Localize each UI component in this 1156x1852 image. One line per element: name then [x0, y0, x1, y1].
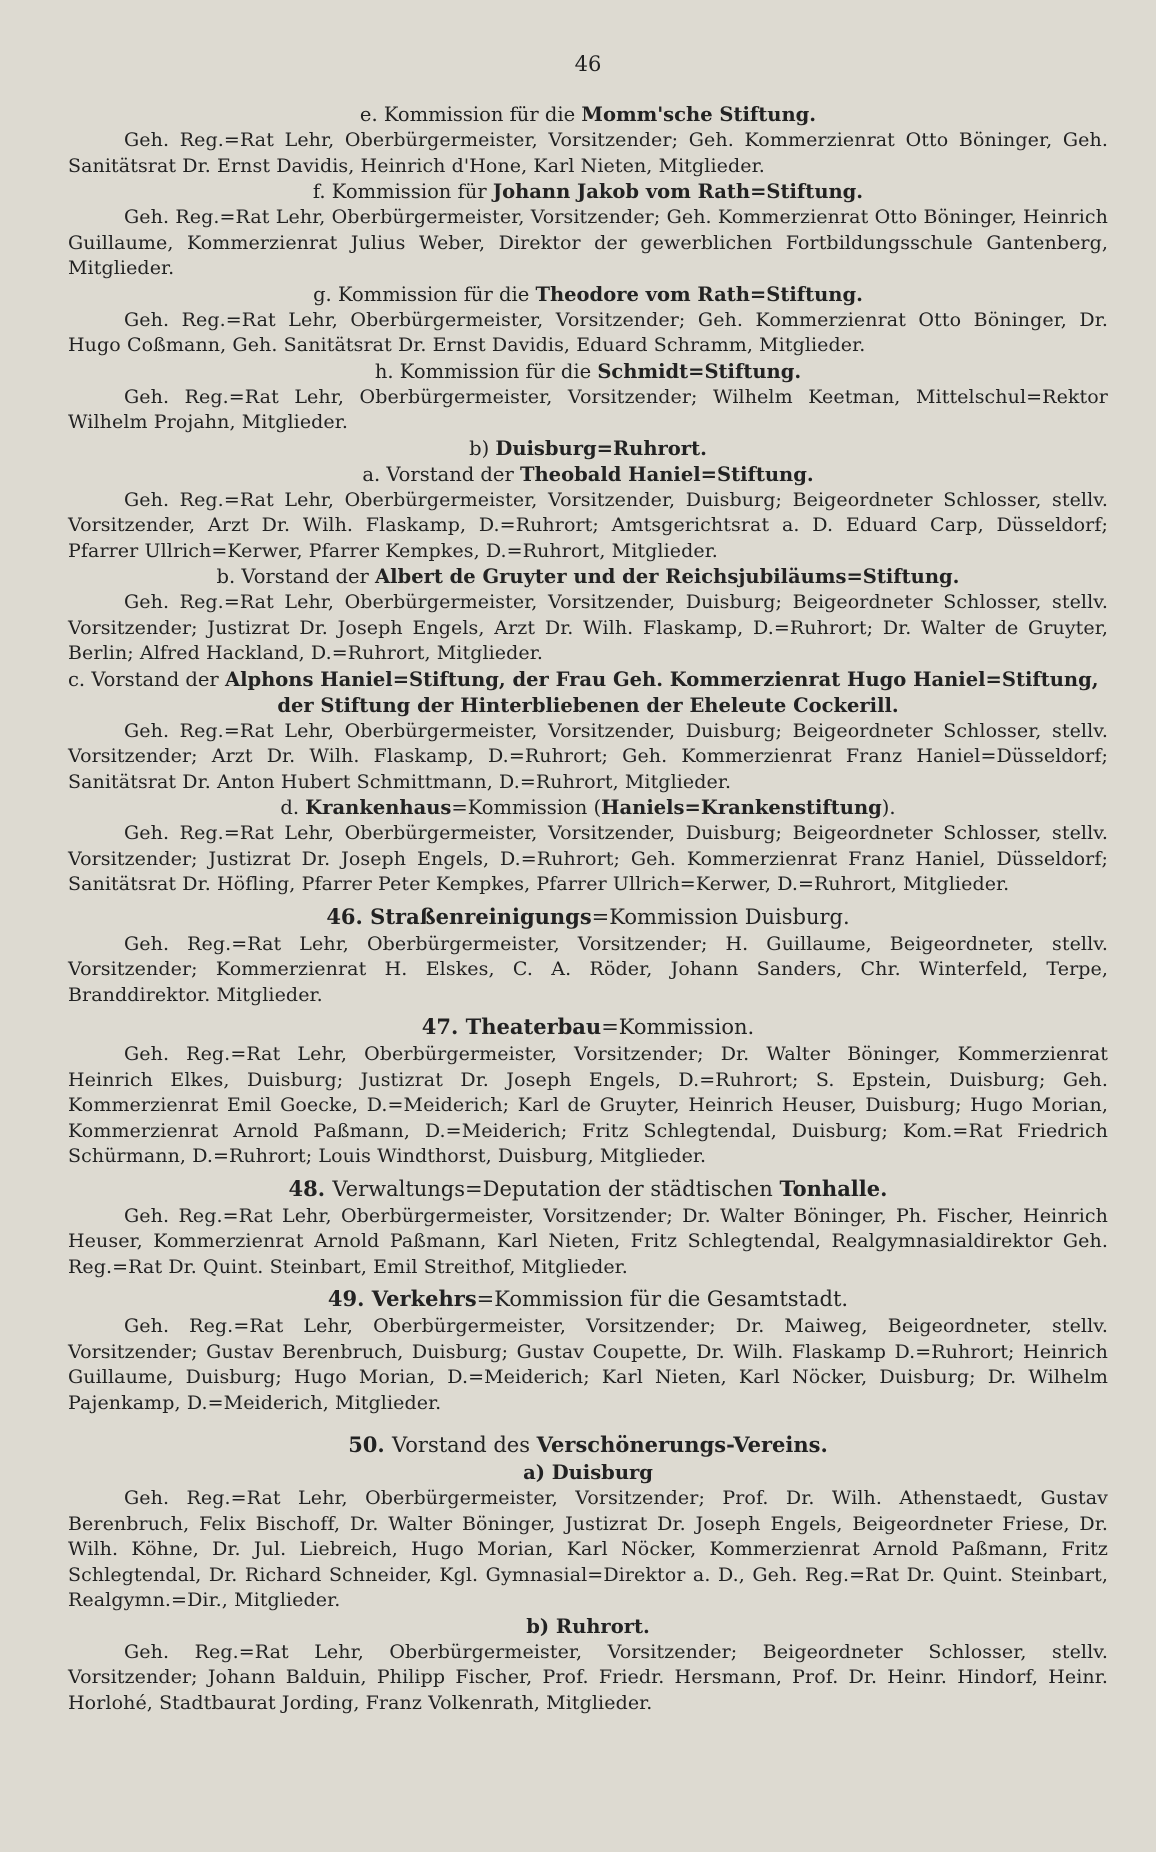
- heading-alphons-haniel: c. Vorstand der Alphons Haniel=Stiftung, der Frau Geh. Kommerzienrat Hugo Haniel=Stiftung,: [68, 667, 1099, 691]
- heading-momm-stiftung: e. Kommission für die Momm'sche Stiftung.: [359, 103, 817, 126]
- heading-theaterbau: 47. Theaterbau=Kommission.: [421, 1014, 755, 1039]
- heading-johann-jakob-vom-rath: f. Kommission für Johann Jakob vom Rath=Stiftung.: [312, 180, 864, 203]
- heading-tonhalle: 48. Verwaltungs=Deputation der städtischen Tonhalle.: [288, 1175, 888, 1201]
- paragraph-krankenhaus-kommission: Geh. Reg.=Rat Lehr, Oberbürgermeister, Vorsitzender, Duisburg; Beigeordneter Schlosser, stellv. Vorsitzender; Justizrat Dr. Joseph Engels, D.=Ruhrort; Geh. Kommerzienrat Franz Haniel, Düsseldorf; Sanitätsrat Dr. Höfling, Pfarrer Peter Kempkes, Pfarrer Ullrich=Kerwer, D.=Ruhrort, Mitglieder.: [68, 822, 1108, 895]
- heading-schmidt-stiftung: h. Kommission für die Schmidt=Stiftung.: [374, 359, 802, 383]
- paragraph-schmidt-stiftung: Geh. Reg.=Rat Lehr, Oberbürgermeister, Vorsitzender; Wilhelm Keetman, Mittelschul=Rektor Wilhelm Projahn, Mitglieder.: [68, 385, 1108, 433]
- paragraph-albert-de-gruyter: Geh. Reg.=Rat Lehr, Oberbürgermeister, Vorsitzender, Duisburg; Beigeordneter Schlosser, stellv. Vorsitzender; Justizrat Dr. Joseph Engels, Arzt Dr. Wilh. Flaskamp, D.=Ruhrort; Dr. Walter de Gruyter, Berlin; Alfred Hackland, D.=Ruhrort, Mitglieder.: [68, 591, 1108, 664]
- paragraph-johann-jakob-vom-rath: Geh. Reg.=Rat Lehr, Oberbürgermeister, Vorsitzender; Geh. Kommerzienrat Otto Böninger, Heinrich Guillaume, Kommerzienrat Julius Weber, Direktor der gewerblichen Fortbildungsschule Gantenberg, Mitglieder.: [68, 206, 1108, 279]
- heading-verschoenerungs-verein: 50. Vorstand des Verschönerungs-Vereins.: [348, 1432, 828, 1457]
- heading-theobald-haniel: a. Vorstand der Theobald Haniel=Stiftung.: [362, 462, 814, 486]
- paragraph-verkehrs-kommission: Geh. Reg.=Rat Lehr, Oberbürgermeister, Vorsitzender; Dr. Maiweg, Beigeordneter, stellv. Vorsitzender; Gustav Berenbruch, Duisburg; Gustav Coupette, Dr. Wilh. Flaskamp D.=Ruhrort; Heinrich Guillaume, Duisburg; Hugo Morian, D.=Meiderich; Karl Nieten, Karl Nöcker, Duisburg; Dr. Wilhelm Pajenkamp, D.=Meiderich, Mitglieder.: [68, 1315, 1108, 1414]
- paragraph-verschoenerung-duisburg: Geh. Reg.=Rat Lehr, Oberbürgermeister, Vorsitzender; Prof. Dr. Wilh. Athenstaedt, Gustav Berenbruch, Felix Bischoff, Dr. Walter Böninger, Justizrat Dr. Joseph Engels, Beigeordneter Friese, Dr. Wilh. Köhne, Dr. Jul. Liebreich, Hugo Morian, Karl Nöcker, Kommerzienrat Arnold Paßmann, Fritz Schlegtendal, Dr. Richard Schneider, Kgl. Gymnasial=Direktor a. D., Geh. Reg.=Rat Dr. Quint. Steinbart, Realgymn.=Dir., Mitglieder.: [68, 1487, 1108, 1611]
- heading-albert-de-gruyter: b. Vorstand der Albert de Gruyter und der Reichsjubiläums=Stiftung.: [216, 565, 960, 588]
- paragraph-momm-stiftung: Geh. Reg.=Rat Lehr, Oberbürgermeister, Vorsitzender; Geh. Kommerzienrat Otto Böninger, Geh. Sanitätsrat Dr. Ernst Davidis, Heinrich d'Hone, Karl Nieten, Mitglieder.: [68, 129, 1108, 177]
- page-content: [68, 52, 1108, 1716]
- paragraph-verschoenerung-ruhrort: Geh. Reg.=Rat Lehr, Oberbürgermeister, Vorsitzender; Beigeordneter Schlosser, stellv. Vorsitzender; Johann Balduin, Philipp Fischer, Prof. Friedr. Hersmann, Prof. Dr. Heinr. Hindorf, Heinr. Horlohé, Stadtbaurat Jording, Franz Volkenrath, Mitglieder.: [68, 1640, 1108, 1714]
- paragraph-theodore-vom-rath: Geh. Reg.=Rat Lehr, Oberbürgermeister, Vorsitzender; Geh. Kommerzienrat Otto Böninger, Dr. Hugo Coßmann, Geh. Sanitätsrat Dr. Ernst Davidis, Eduard Schramm, Mitglieder.: [68, 308, 1108, 356]
- paragraph-tonhalle: Geh. Reg.=Rat Lehr, Oberbürgermeister, Vorsitzender; Dr. Walter Böninger, Ph. Fischer, Heinrich Heuser, Kommerzienrat Arnold Paßmann, Karl Nieten, Fritz Schlegtendal, Realgymnasialdirektor Geh. Reg.=Rat Dr. Quint. Steinbart, Emil Streithof, Mitglieder.: [68, 1204, 1108, 1278]
- page-number: 46: [574, 52, 602, 76]
- heading-cockerill: der Stiftung der Hinterbliebenen der Eheleute Cockerill.: [277, 693, 899, 717]
- heading-krankenhaus-kommission: d. Krankenhaus=Kommission (Haniels=Krankenstiftung).: [280, 796, 896, 819]
- heading-strassenreinigung: 46. Straßenreinigungs=Kommission Duisburg.: [326, 903, 850, 929]
- subheading-duisburg: a) Duisburg: [523, 1461, 653, 1484]
- paragraph-alphons-haniel: Geh. Reg.=Rat Lehr, Oberbürgermeister, Vorsitzender, Duisburg; Beigeordneter Schlosser, stellv. Vorsitzender; Arzt Dr. Wilh. Flaskamp, D.=Ruhrort; Geh. Kommerzienrat Franz Haniel=Düsseldorf; Sanitätsrat Dr. Anton Hubert Schmittmann, D.=Ruhrort, Mitglieder.: [68, 719, 1108, 793]
- heading-verkehrs-kommission: 49. Verkehrs=Kommission für die Gesamtstadt.: [327, 1286, 849, 1311]
- subheading-ruhrort: b) Ruhrort.: [526, 1614, 650, 1638]
- paragraph-theobald-haniel: Geh. Reg.=Rat Lehr, Oberbürgermeister, Vorsitzender, Duisburg; Beigeordneter Schlosser, stellv. Vorsitzender, Arzt Dr. Wilh. Flaskamp, D.=Ruhrort; Amtsgerichtsrat a. D. Eduard Carp, Düsseldorf; Pfarrer Ullrich=Kerwer, Pfarrer Kempkes, D.=Ruhrort, Mitglieder.: [68, 488, 1108, 562]
- paragraph-strassenreinigung: Geh. Reg.=Rat Lehr, Oberbürgermeister, Vorsitzender; H. Guillaume, Beigeordneter, stellv. Vorsitzender; Kommerzienrat H. Elskes, C. A. Röder, Johann Sanders, Chr. Winterfeld, Terpe, Branddirektor. Mitglieder.: [68, 932, 1108, 1006]
- heading-theodore-vom-rath: g. Kommission für die Theodore vom Rath=Stiftung.: [313, 282, 863, 306]
- paragraph-theaterbau: Geh. Reg.=Rat Lehr, Oberbürgermeister, Vorsitzender; Dr. Walter Böninger, Kommerzienrat Heinrich Elkes, Duisburg; Justizrat Dr. Joseph Engels, D.=Ruhrort; S. Epstein, Duisburg; Geh. Kommerzienrat Emil Goecke, D.=Meiderich; Karl de Gruyter, Heinrich Heuser, Duisburg; Hugo Morian, Kommerzienrat Arnold Paßmann, D.=Meiderich; Fritz Schlegtendal, Duisburg; Kom.=Rat Friedrich Schürmann, D.=Ruhrort; Louis Windthorst, Duisburg, Mitglieder.: [68, 1043, 1108, 1167]
- section-duisburg-ruhrort: b) Duisburg=Ruhrort.: [469, 436, 707, 460]
